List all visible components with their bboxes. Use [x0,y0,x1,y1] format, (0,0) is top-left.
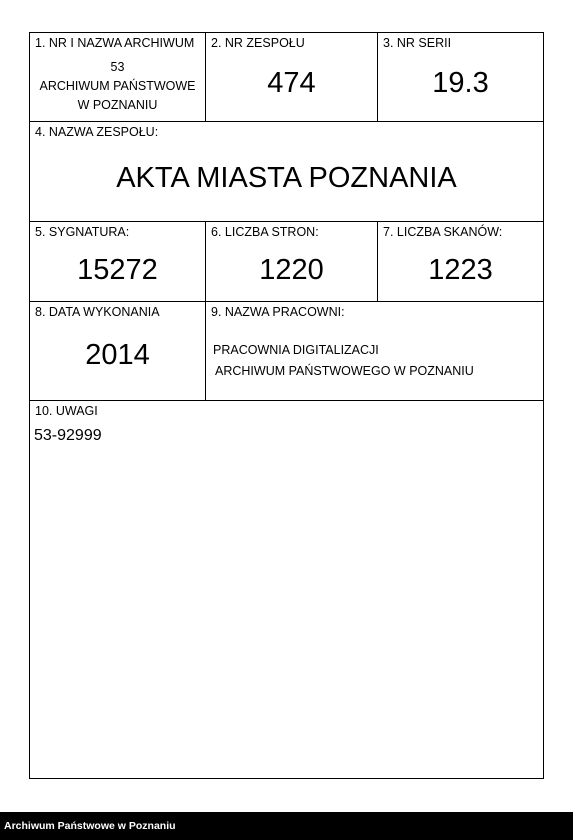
notes-value: 53-92999 [34,427,102,444]
workshop-cell [205,301,544,401]
archive-cell [29,32,206,122]
series-number-label: 3. NR SERII [383,36,452,50]
page-count-value: 1220 [259,254,324,286]
archive-number: 53 [110,60,125,74]
fonds-name-cell [29,121,544,222]
series-number-cell [377,32,544,122]
notes-label: 10. UWAGI [35,404,98,418]
signature-value: 15272 [77,254,158,286]
fonds-name-value: AKTA MIASTA POZNANIA [116,162,457,194]
fonds-number-value: 474 [267,67,316,99]
series-number-value: 19.3 [432,67,489,99]
workshop-label: 9. NAZWA PRACOWNI: [211,305,345,319]
scan-count-value: 1223 [428,254,493,286]
fonds-number-label: 2. NR ZESPOŁU [211,36,305,50]
date-made-label: 8. DATA WYKONANIA [35,305,160,319]
archive-label: 1. NR I NAZWA ARCHIWUM [35,36,195,50]
footer-text: Archiwum Państwowe w Poznaniu [4,820,176,832]
archive-name-line1: ARCHIWUM PAŃSTWOWE [39,79,196,93]
archive-name-line2: W POZNANIU [77,98,158,112]
scan-count-cell [377,221,544,302]
workshop-line2: ARCHIWUM PAŃSTWOWEGO W POZNANIU [215,364,474,378]
workshop-line1: PRACOWNIA DIGITALIZACJI [213,343,379,357]
fonds-number-cell [205,32,378,122]
signature-label: 5. SYGNATURA: [35,225,130,239]
date-made-value: 2014 [85,339,150,371]
signature-cell [29,221,206,302]
page-count-label: 6. LICZBA STRON: [211,225,319,239]
notes-cell [29,400,544,779]
fonds-name-label: 4. NAZWA ZESPOŁU: [35,125,159,139]
date-made-cell [29,301,206,401]
scan-count-label: 7. LICZBA SKANÓW: [383,225,503,239]
footer-bar [0,812,573,840]
page-count-cell [205,221,378,302]
